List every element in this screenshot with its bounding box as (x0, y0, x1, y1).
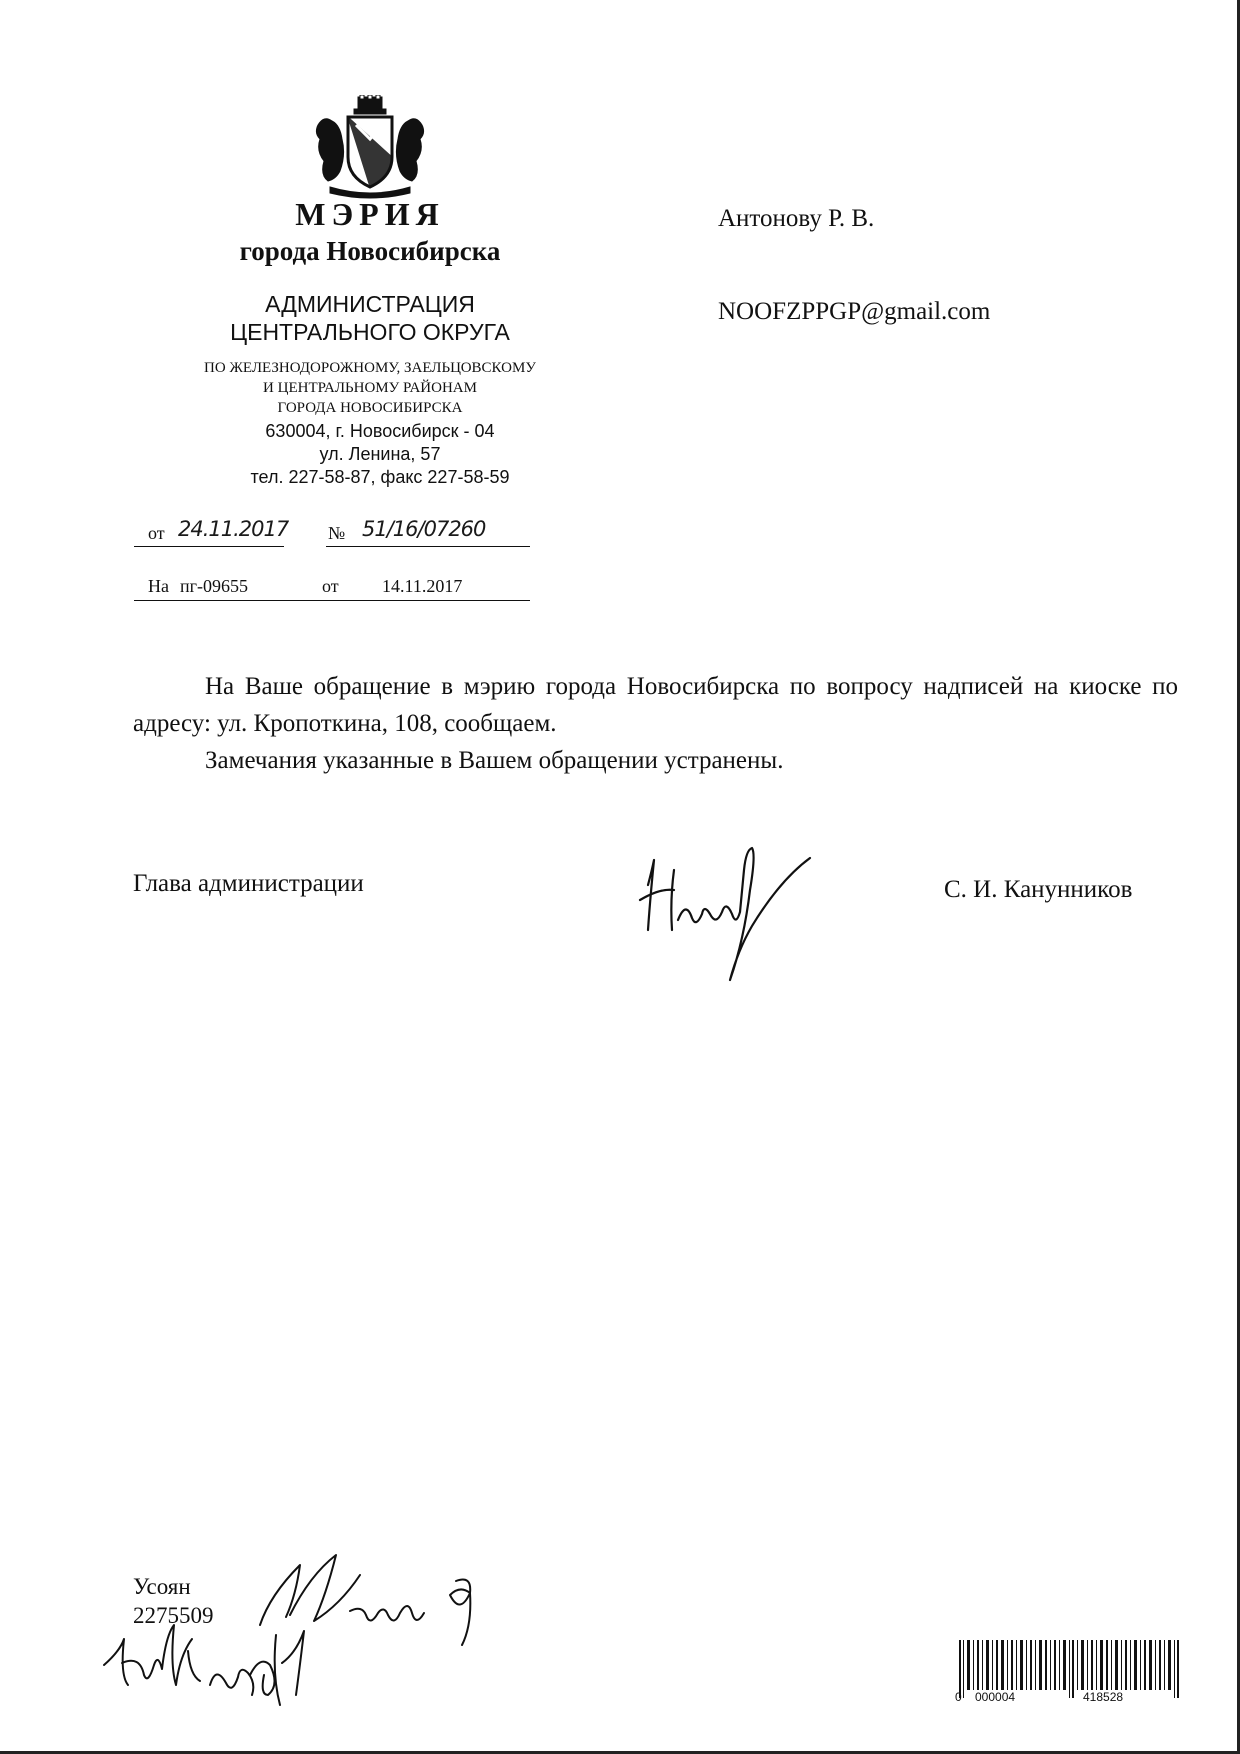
coat-of-arms-icon (310, 95, 430, 200)
signer-position: Глава администрации (133, 870, 364, 897)
organization-title: МЭРИЯ (295, 196, 445, 232)
number-prefix: № (328, 523, 346, 543)
administration-line2: ЦЕНТРАЛЬНОГО ОКРУГА (230, 319, 510, 345)
recipient-name: Антонову Р. В. (718, 205, 875, 232)
reference-prefix: На (148, 576, 169, 596)
organization-city: города Новосибирска (239, 236, 501, 266)
reference-number: пг-09655 (180, 576, 249, 596)
phone-fax: тел. 227-58-87, факс 227-58-59 (250, 467, 510, 487)
address-line2: ул. Ленина, 57 (319, 444, 441, 464)
registration-date: 24.11.2017 (178, 517, 289, 541)
body-paragraph-2: Замечания указанные в Вашем обращении устранены. (205, 747, 784, 774)
barcode-digits-right: 418528 (1083, 1690, 1124, 1704)
registration-line (134, 515, 530, 547)
barcode-digits (955, 1690, 1185, 1706)
executor-phone: 2275509 (133, 1603, 214, 1628)
executor-name: Усоян (133, 1574, 191, 1599)
registration-number: 51/16/07260 (362, 517, 486, 541)
districts-line2: И ЦЕНТРАЛЬНОМУ РАЙОНАМ (263, 380, 477, 396)
reference-date: 14.11.2017 (382, 576, 463, 596)
districts-line1: ПО ЖЕЛЕЗНОДОРОЖНОМУ, ЗАЕЛЬЦОВСКОМУ (204, 360, 536, 376)
reference-line (134, 574, 530, 602)
barcode-digits-middle: 000004 (975, 1690, 1016, 1704)
recipient-email: NOOFZPPGP@gmail.com (718, 298, 991, 325)
administration-line1: АДМИНИСТРАЦИЯ (265, 291, 475, 317)
approval-signatures (100, 1535, 490, 1715)
handwritten-signature (630, 830, 820, 990)
date-prefix: от (148, 523, 165, 543)
districts-line3: ГОРОДА НОВОСИБИРСКА (277, 400, 463, 416)
barcode-digits-left: 0 (955, 1690, 962, 1704)
signer-name: С. И. Канунников (944, 876, 1133, 903)
address-line1: 630004, г. Новосибирск - 04 (265, 421, 495, 441)
body-paragraph-1: На Ваше обращение в мэрию города Новосибирска по вопросу надписей на киоске по адресу: ул. Кропоткина, 108, сообщаем. (133, 673, 1178, 737)
reference-date-prefix: от (322, 576, 339, 596)
